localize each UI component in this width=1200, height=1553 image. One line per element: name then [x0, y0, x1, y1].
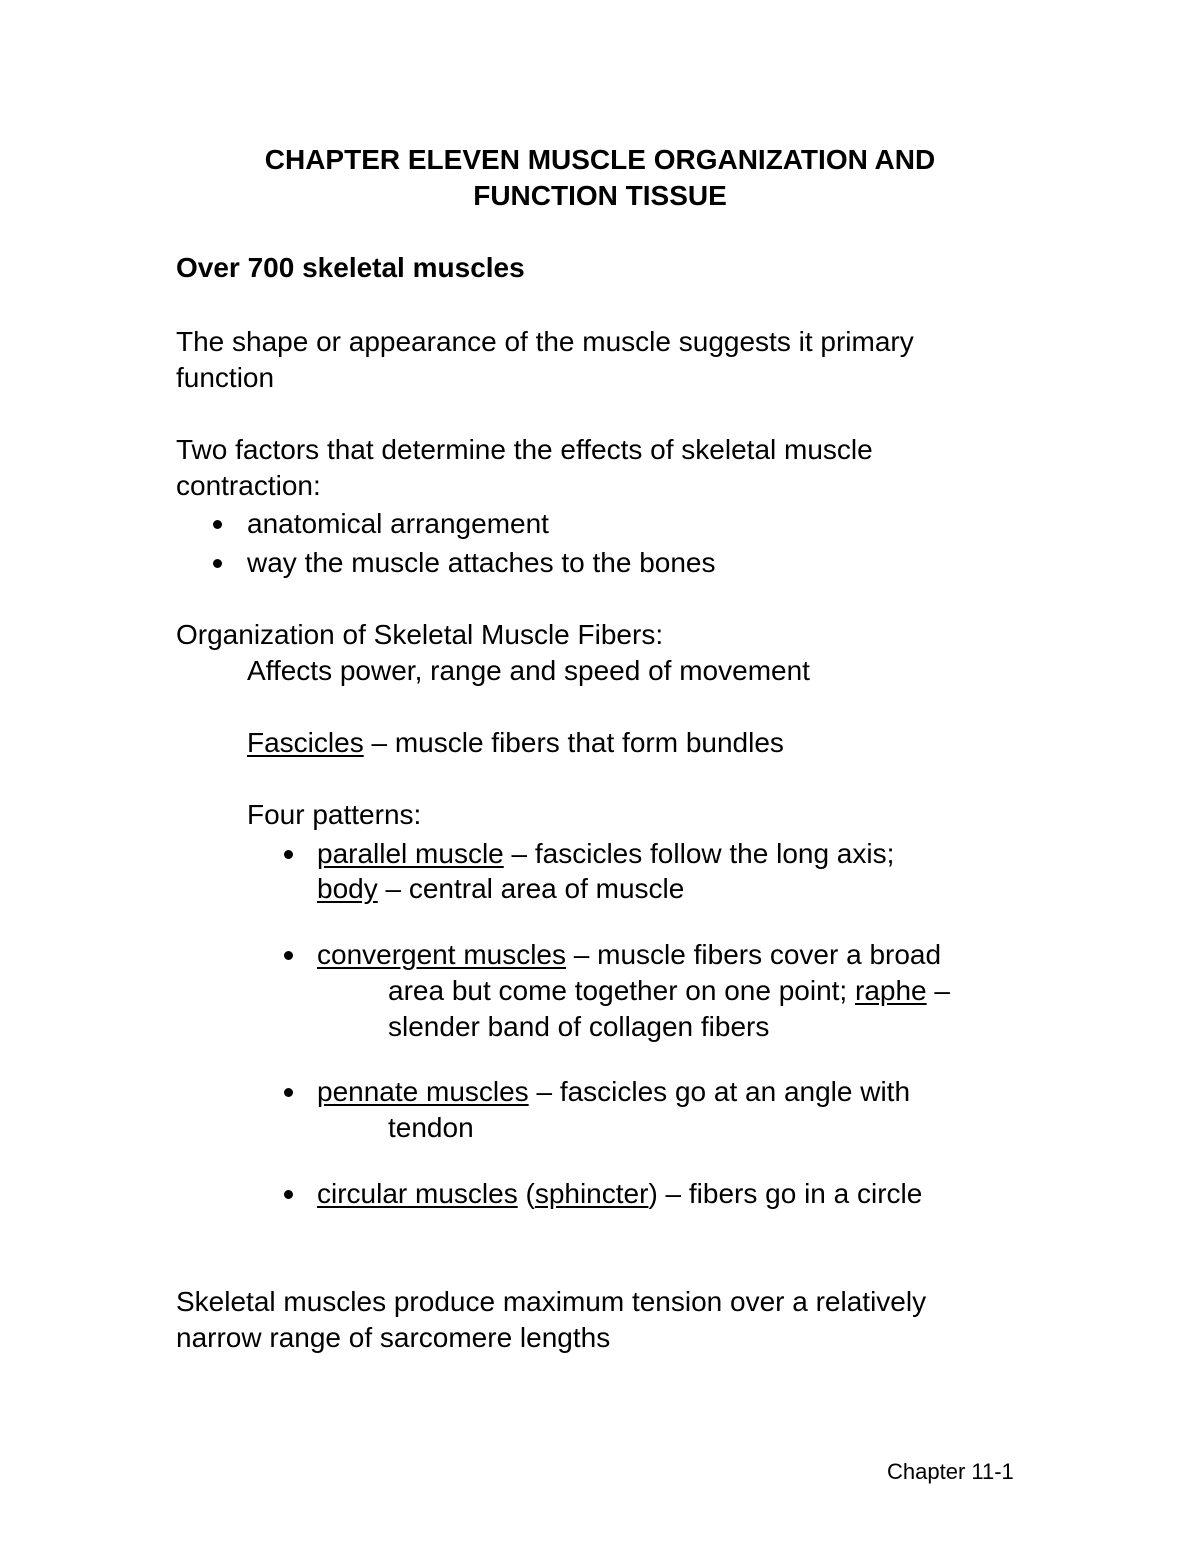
factor-item: anatomical arrangement	[247, 508, 549, 539]
fascicles-definition	[247, 725, 784, 761]
bullet-icon	[284, 1190, 293, 1199]
convergent-text: – muscle fibers cover a broad	[566, 939, 942, 970]
fascicles-term: Fascicles	[247, 727, 364, 758]
convergent-text-2: area but come together on one point;	[388, 975, 855, 1006]
circular-term: circular muscles	[317, 1178, 518, 1209]
bullet-icon	[284, 951, 293, 960]
page-footer: Chapter 11-1	[887, 1459, 1014, 1484]
pennate-line-2: tendon	[388, 1112, 474, 1143]
pennate-line-1	[317, 1074, 910, 1110]
parallel-line-2	[317, 871, 684, 907]
parallel-term: parallel muscle	[317, 838, 504, 869]
convergent-line-3: slender band of collagen fibers	[388, 1011, 770, 1042]
title-line-2: FUNCTION TISSUE	[473, 180, 727, 211]
shape-line-1: The shape or appearance of the muscle suggests it primary	[176, 326, 914, 357]
bullet-icon	[284, 850, 293, 859]
factor-item: way the muscle attaches to the bones	[247, 547, 716, 578]
patterns-label: Four patterns:	[247, 799, 422, 830]
parallel-line-1	[317, 836, 894, 872]
circular-paren: (	[517, 1178, 535, 1209]
convergent-term: convergent muscles	[317, 939, 567, 970]
organization-heading: Organization of Skeletal Muscle Fibers:	[176, 619, 664, 650]
circular-text: ) – fibers go in a circle	[648, 1178, 923, 1209]
raphe-term: raphe	[855, 975, 927, 1006]
convergent-line-1	[317, 937, 941, 973]
body-text: – central area of muscle	[377, 873, 685, 904]
factors-line-2: contraction:	[176, 470, 321, 501]
bullet-icon	[213, 559, 222, 568]
pennate-text: – fascicles go at an angle with	[528, 1076, 911, 1107]
shape-line-2: function	[176, 362, 275, 393]
title-line-1: CHAPTER ELEVEN MUSCLE ORGANIZATION AND	[264, 144, 936, 175]
circular-line	[317, 1176, 922, 1212]
convergent-line-2	[388, 973, 950, 1009]
factors-line-1: Two factors that determine the effects of skeletal muscle	[176, 434, 873, 465]
tension-line-1: Skeletal muscles produce maximum tension over a relatively	[176, 1286, 927, 1317]
parallel-text: – fascicles follow the long axis;	[503, 838, 895, 869]
pennate-term: pennate muscles	[317, 1076, 529, 1107]
sphincter-term: sphincter	[534, 1178, 649, 1209]
convergent-dash: –	[926, 975, 950, 1006]
organization-affects: Affects power, range and speed of movement	[247, 655, 810, 686]
fascicles-text: – muscle fibers that form bundles	[363, 727, 784, 758]
body-term: body	[317, 873, 378, 904]
section-heading: Over 700 skeletal muscles	[176, 252, 525, 283]
bullet-icon	[213, 520, 222, 529]
tension-line-2: narrow range of sarcomere lengths	[176, 1322, 611, 1353]
bullet-icon	[284, 1088, 293, 1097]
